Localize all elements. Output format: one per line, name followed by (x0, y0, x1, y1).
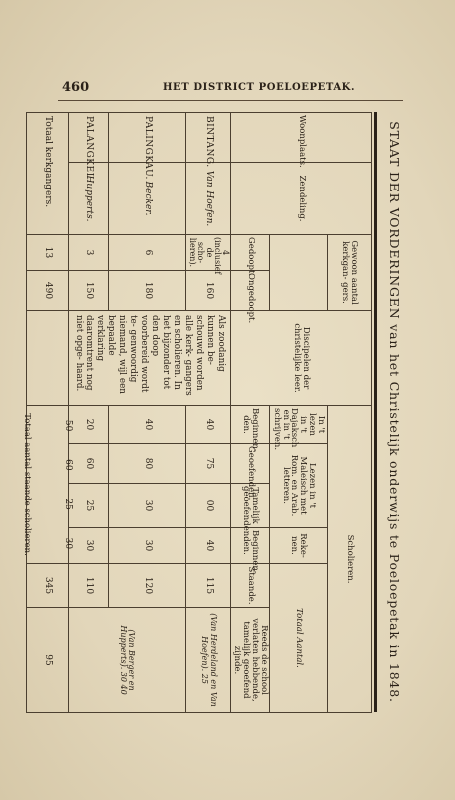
cell-ongedoopt: 180 (108, 271, 186, 311)
cell-woonplaats: PALANGKEI. (68, 113, 108, 163)
header-verlaten: Reeds de school verlaten hebbende, tamelijk geoefend zijnde. (231, 608, 270, 713)
cell-tamelijk: 30 (108, 484, 186, 528)
page-number: 460 (62, 80, 90, 95)
table-row (108, 113, 186, 713)
header-totaal-aantal: Totaal Aantal. (270, 564, 328, 713)
cell-gedoopt: 6 (108, 235, 186, 271)
caption-rule (374, 112, 377, 712)
cell-gedoopt: 4 (inclusief de scho- lieren). (186, 235, 231, 271)
totals-row (26, 113, 68, 713)
cell-beg-rekenen: 30 (68, 528, 108, 564)
cell-tamelijk: 25 (68, 484, 108, 528)
header-scholieren: Scholieren. (328, 406, 372, 713)
cell-zendeling: Becker. (108, 163, 186, 235)
cell-note: Als zoodanig kunnen be- schouwd worden alle kerk- gangers en scholieren. In het bijzonder tot den doop voorbereid wordt te- genwoordig niemand, wijl een bepaalde verklaring daaromtrent nog niet opge- haard. (68, 311, 231, 406)
totals-blank (26, 311, 68, 406)
header-gewoon-aantal: Gewoon aantal kerkgan- gers. (328, 235, 372, 311)
header-rule (58, 100, 403, 101)
cell-woonplaats: PALINGKAU. (108, 113, 186, 163)
totals-label: Totaal kerkgangers. (26, 113, 68, 235)
cell-staande: 110 (68, 564, 108, 608)
cell-ongedoopt: 160 (186, 271, 231, 311)
cell-geoefenden: 75 (186, 444, 231, 484)
table-row (186, 113, 231, 713)
header-beginnenden-rekenen: Beginnen- den. (231, 528, 270, 564)
rotated-table-block (21, 112, 402, 712)
cell-geoefenden: 80 (108, 444, 186, 484)
header-blank (270, 235, 328, 311)
totals-geoefenden: 60 (62, 459, 73, 471)
totals-beg-dajak: 50 (62, 419, 73, 432)
cell-beg-rekenen: 30 (108, 528, 186, 564)
cell-zendeling: Van Hoefen. (186, 163, 231, 235)
cell-ongedoopt: 150 (68, 271, 108, 311)
progress-table (21, 112, 372, 713)
header-ongedoopt: Ongedoopt. (231, 271, 270, 311)
totals-ongedoopt: 490 (26, 271, 68, 311)
cell-staande: 115 (186, 564, 231, 608)
header-zendeling: Zendeling. (231, 163, 372, 235)
header-lezen-maleisch: Lezen in 't Maleisch met Rom. en Arab. letteren. (270, 444, 328, 528)
cell-zendeling: Hupperts. (68, 163, 108, 235)
header-lezen-dajak: In 't lezen in 't Dajaksch en in 't schrijven. (270, 406, 328, 444)
totals-scholieren-label: Totaal aantal staande scholieren. (21, 413, 32, 556)
totals-staande: 345 (26, 564, 68, 608)
cell-beg-rekenen: 40 (186, 528, 231, 564)
cell-staande: 120 (108, 564, 186, 608)
cell-woonplaats: BINTANG. (186, 113, 231, 163)
totals-gedoopt: 13 (26, 235, 68, 271)
totals-beg-rekenen: 30 (62, 537, 73, 550)
cell-beg-dajak: 40 (108, 406, 186, 444)
totals-verlaten: 95 (26, 608, 68, 713)
header-rekenen: Reke- nen. (270, 528, 328, 564)
table-caption: STAAT DER VORDERINGEN van het Christelijk onderwijs te Poeloepetak in 1848. (387, 121, 402, 703)
cell-beg-dajak: 40 (186, 406, 231, 444)
header-tamelijk: Tamelijk geoefenden. (231, 484, 270, 528)
cell-geoefenden: 60 (68, 444, 108, 484)
totals-tamelijk: 25 (62, 498, 73, 510)
cell-tamelijk: 00 (186, 484, 231, 528)
header-discipelen: Discipelen der christelijke leer. (231, 311, 372, 406)
cell-beg-dajak: 20 (68, 406, 108, 444)
running-title: HET DISTRICT POELOEPETAK. (163, 82, 356, 93)
header-staande: Staande. (231, 564, 270, 608)
totals-scholieren (21, 406, 73, 564)
cell-verlaten: (Van Herdeland en Van Hoefen). 25 (186, 608, 231, 713)
header-woonplaats: Woonplaats. (231, 113, 372, 163)
cell-gedoopt: 3 (68, 235, 108, 271)
header-gedoopt: Gedoopt. (231, 235, 270, 271)
header-geoefenden: Geoefenden. (231, 444, 270, 484)
cell-verlaten: (Van Berger en Hupperts). 30 40 (68, 608, 186, 713)
header-beginnenden: Beginnen- den. (231, 406, 270, 444)
